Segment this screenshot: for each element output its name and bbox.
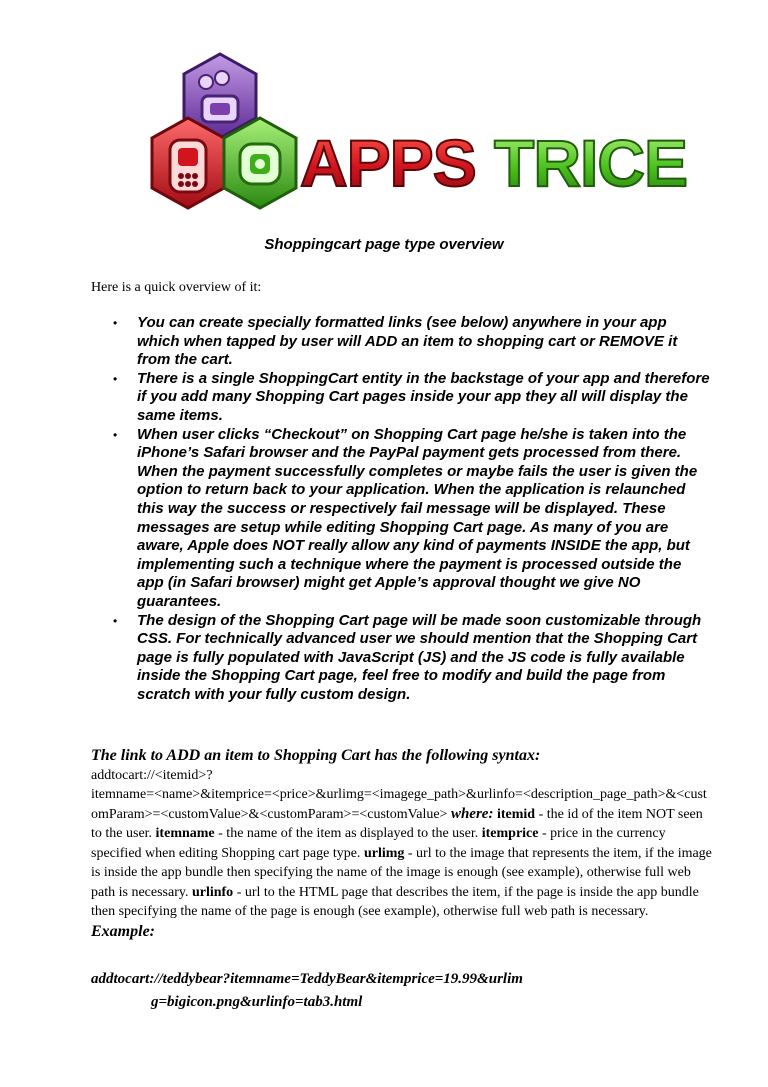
overview-list [110, 314, 710, 704]
param-desc: - the id of the item NOT seen to the user. [91, 806, 703, 841]
param-name: urlimg [363, 845, 405, 861]
bullet-icon: • [113, 613, 118, 628]
syntax-heading: The link to ADD an item to Shopping Cart has the following syntax: [91, 747, 541, 764]
param-desc: - url to the image that represents the item, if the image is inside the app bundle then specifying the name of the image is enough (see example), otherwise full web path is necessary. [91, 845, 712, 900]
green-hex-icon [224, 118, 296, 208]
list-item: • When user clicks “Checkout” on Shopping Cart page he/she is taken into the iPhone’s Safari browser and the PayPal payment gets processed from there. When the payment successfully completes or maybe fails the user is given the option to return back to your application. When the application is relaunched this way the success or respectively fail message will be displayed. These messages are setup while editing Shopping Cart page. As many of you are aware, Apple does NOT really allow any kind of payments INSIDE the app, but implementing such a technique where the payment is processed outside the app (in Safari browser) might get Apple’s approval thought we give NO guarantees. [113, 425, 698, 610]
list-item: • You can create specially formatted links (see below) anywhere in your app which when tapped by user will ADD an item to shopping cart or REMOVE it from the cart. [113, 314, 678, 369]
example-line-2: g=bigicon.png&urlinfo=tab3.html [151, 994, 363, 1010]
syntax-line-2: itemname=<name>&itemprice=<price>&urlimg=<imagege_path>&urlinfo=<description_page_path>&<customParam>=<customValue>&<customParam>=<customValue> [91, 787, 707, 822]
page-title: Shoppingcart page type overview [264, 236, 504, 253]
example-line-1: addtocart://teddybear?itemname=TeddyBear&itemprice=19.99&urlim [91, 971, 523, 987]
syntax-line-1: addtocart://<itemid>? [91, 767, 213, 783]
svg-text:APPS: APPS [300, 126, 476, 200]
red-hex-icon [152, 118, 224, 208]
param-name: itemprice [481, 826, 539, 841]
param-desc: - price in the currency specified when editing Shopping cart page type. [91, 826, 666, 861]
example-code [91, 968, 711, 1014]
bullet-icon: • [113, 371, 118, 386]
bullet-icon: • [113, 427, 118, 442]
syntax-section [91, 746, 713, 941]
intro-text: Here is a quick overview of it: [91, 280, 262, 295]
appstrice-logo [148, 48, 708, 220]
list-item: • There is a single ShoppingCart entity in the backstage of your app and therefore if you add many Shopping Cart pages inside your app they all will display the same items. [113, 369, 710, 424]
param-desc: - the name of the item as displayed to the user. [214, 826, 479, 841]
bullet-icon: • [113, 316, 118, 330]
param-name: itemid [496, 806, 536, 822]
param-name: itemname [155, 826, 215, 841]
param-name: urlinfo [191, 884, 234, 900]
where-label: where: [450, 805, 494, 822]
syntax-description [91, 785, 713, 922]
example-label: Example: [91, 922, 155, 940]
list-item: • The design of the Shopping Cart page will be made soon customizable through CSS. For technically advanced user we should mention that the Shopping Cart page is fully populated with JavaScript (JS) and the JS code is fully available inside the Shopping Cart page, feel free to modify and build the page from scratch with your fully custom design. [113, 611, 702, 703]
svg-text:TRICE: TRICE [494, 126, 687, 200]
param-desc: - url to the HTML page that describes the item, if the page is inside the app bundle then specifying the name of the page is enough (see example), otherwise full web path is necessary. [91, 884, 699, 919]
